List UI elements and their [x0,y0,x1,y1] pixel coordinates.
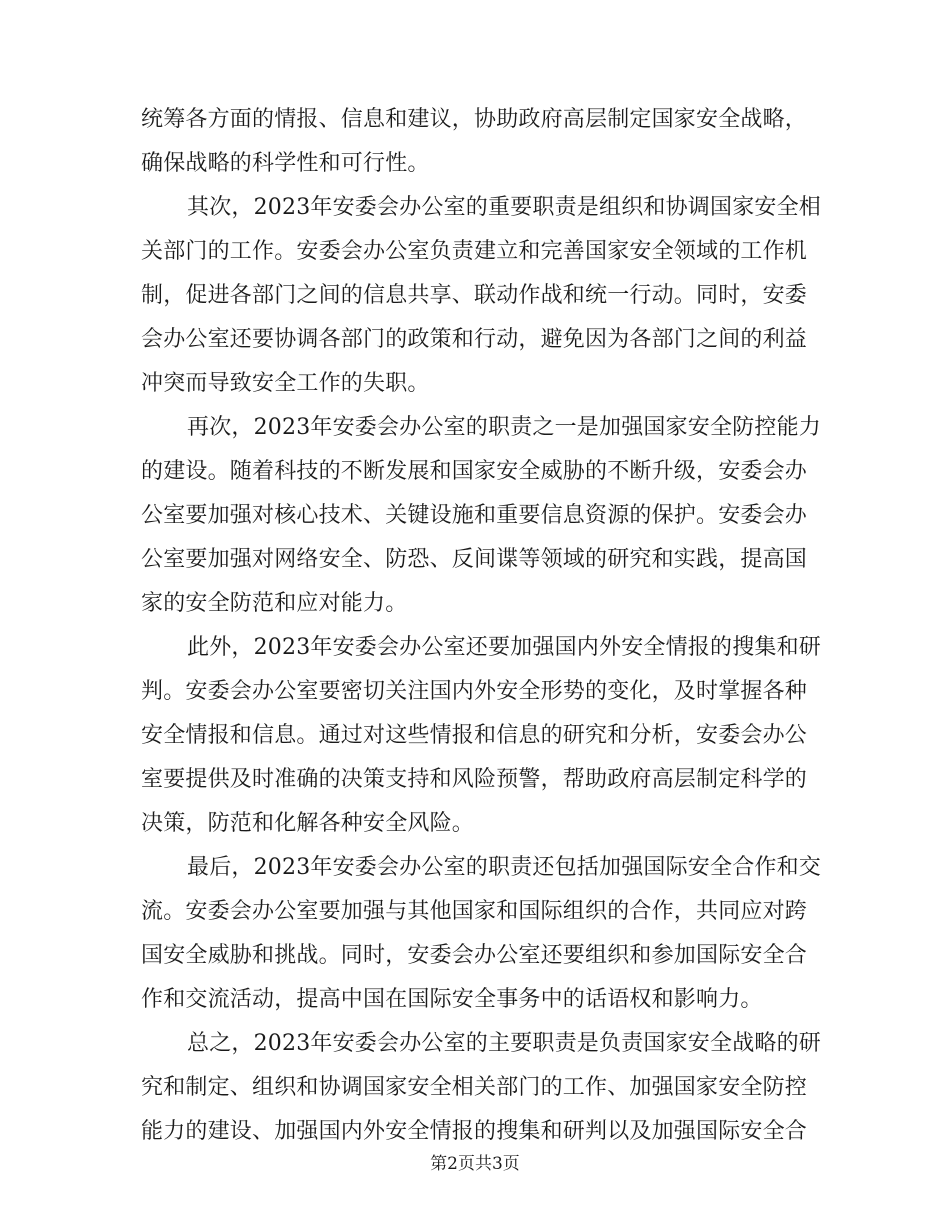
text-line: 的建设。随着科技的不断发展和国家安全威胁的不断升级，安委会办 [141,459,808,484]
text-line: 安全情报和信息。通过对这些情报和信息的研究和分析，安委会办公 [141,723,808,748]
text-line: 关部门的工作。安委会办公室负责建立和完善国家安全领域的工作机 [141,239,808,264]
text-line: 作和交流活动，提高中国在国际安全事务中的话语权和影响力。 [141,987,763,1012]
text-line: 公室要加强对网络安全、防恐、反间谍等领域的研究和实践，提高国 [141,547,808,572]
paragraph-start-line: 此外，2023年安委会办公室还要加强国内外安全情报的搜集和研 [187,635,821,660]
text-line: 家的安全防范和应对能力。 [141,591,408,616]
text-line: 流。安委会办公室要加强与其他国家和国际组织的合作，共同应对跨 [141,899,808,924]
text-line: 冲突而导致安全工作的失职。 [141,371,430,396]
text-line: 判。安委会办公室要密切关注国内外安全形势的变化，及时掌握各种 [141,679,808,704]
paragraph-start-line: 再次，2023年安委会办公室的职责之一是加强国家安全防控能力 [187,415,821,440]
text-line: 能力的建设、加强国内外安全情报的搜集和研判以及加强国际安全合 [141,1119,808,1144]
text-line: 制，促进各部门之间的信息共享、联动作战和统一行动。同时，安委 [141,283,808,308]
text-line: 统筹各方面的情报、信息和建议，协助政府高层制定国家安全战略， [141,107,808,132]
document-body [141,98,821,1154]
paragraph-start-line: 最后，2023年安委会办公室的职责还包括加强国际安全合作和交 [187,855,821,880]
paragraph-start-line: 其次，2023年安委会办公室的重要职责是组织和协调国家安全相 [187,195,821,220]
paragraph-start-line: 总之，2023年安委会办公室的主要职责是负责国家安全战略的研 [187,1031,821,1056]
text-line: 公室要加强对核心技术、关键设施和重要信息资源的保护。安委会办 [141,503,808,528]
text-line: 国安全威胁和挑战。同时，安委会办公室还要组织和参加国际安全合 [141,943,808,968]
page-number-footer: 第2页共3页 [430,1154,520,1174]
text-line: 会办公室还要协调各部门的政策和行动，避免因为各部门之间的利益 [141,327,808,352]
text-line: 室要提供及时准确的决策支持和风险预警，帮助政府高层制定科学的 [141,767,808,792]
text-line: 决策，防范和化解各种安全风险。 [141,811,475,836]
text-line: 确保战略的科学性和可行性。 [141,151,430,176]
text-line: 究和制定、组织和协调国家安全相关部门的工作、加强国家安全防控 [141,1075,808,1100]
